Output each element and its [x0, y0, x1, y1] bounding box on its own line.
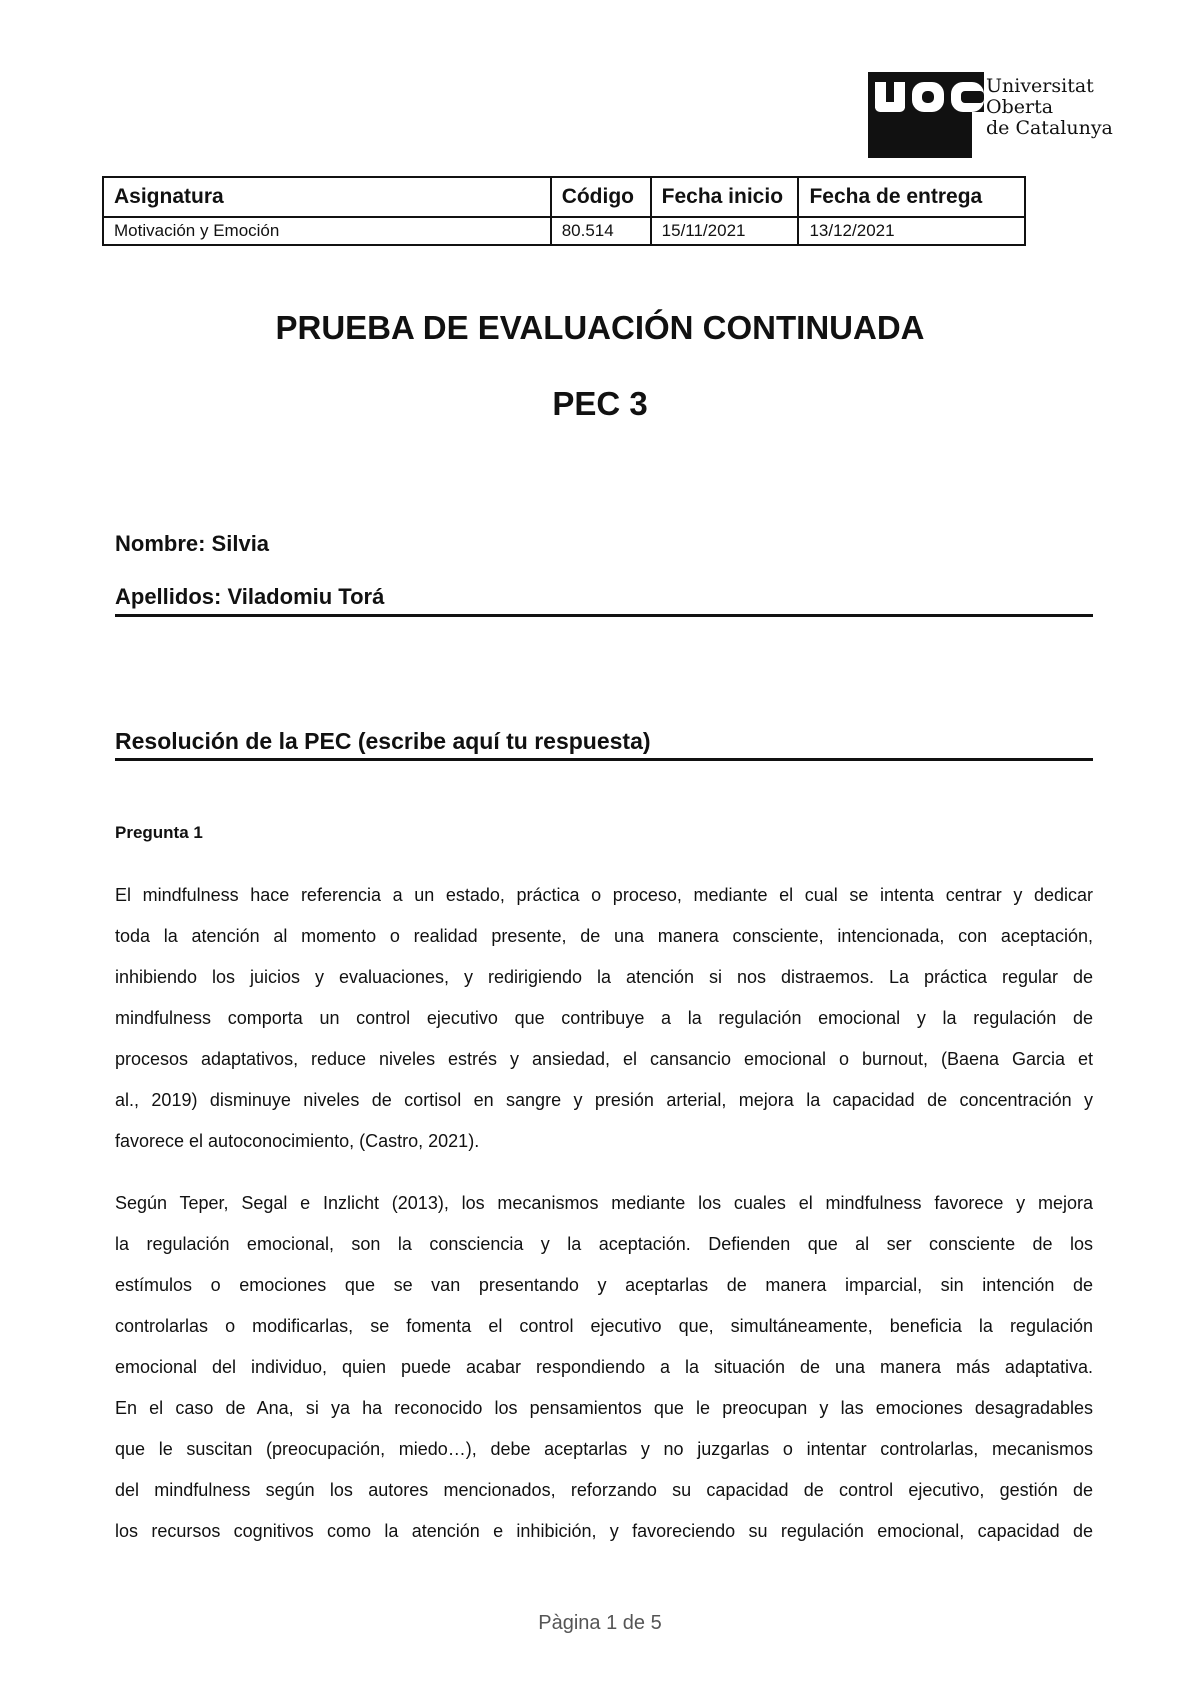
question-label: Pregunta 1 — [115, 823, 203, 842]
divider — [115, 758, 1093, 761]
paragraph-line: inhibiendo los juicios y evaluaciones, y redirigiendo la atención si nos distraemos. La práctica regular de — [115, 967, 1093, 987]
table-header-row — [103, 177, 1025, 217]
paragraph-line: procesos adaptativos, reduce niveles estrés y ansiedad, el cansancio emocional o burnout, (Baena Garcia et — [115, 1049, 1093, 1069]
paragraph-2 — [115, 1183, 1093, 1552]
cell-codigo: 80.514 — [551, 217, 651, 245]
table-row — [103, 217, 1025, 245]
paragraph-line: estímulos o emociones que se van presentando y aceptarlas de manera imparcial, sin intención de — [115, 1275, 1093, 1295]
student-name: Nombre: Silvia — [115, 531, 270, 556]
paragraph-line: mindfulness comporta un control ejecutivo que contribuye a la regulación emocional y la regulación de — [115, 1008, 1093, 1028]
uoc-logo — [868, 72, 1113, 158]
paragraph-line: emocional del individuo, quien puede acabar respondiendo a la situación de una manera más adaptativa. — [115, 1357, 1093, 1377]
paragraph-1 — [115, 875, 1093, 1162]
document-subtitle: PEC 3 — [552, 385, 648, 422]
logo-line-1: Universitat — [986, 75, 1094, 97]
header-fecha-inicio: Fecha inicio — [651, 177, 799, 217]
header-fecha-entrega: Fecha de entrega — [798, 177, 1025, 217]
document-title: PRUEBA DE EVALUACIÓN CONTINUADA — [275, 309, 925, 346]
paragraph-line: toda la atención al momento o realidad presente, de una manera consciente, intencionada, con aceptación, — [115, 926, 1093, 946]
paragraph-line: En el caso de Ana, si ya ha reconocido los pensamientos que le preocupan y las emociones desagradables — [115, 1398, 1093, 1418]
cell-fecha-inicio: 15/11/2021 — [651, 217, 799, 245]
student-surnames: Apellidos: Viladomiu Torá — [115, 584, 385, 609]
logo-line-2: Oberta — [986, 96, 1054, 118]
paragraph-line: al., 2019) disminuye niveles de cortisol en sangre y presión arterial, mejora la capacidad de concentración y — [115, 1090, 1093, 1110]
paragraph-line: controlarlas o modificarlas, se fomenta el control ejecutivo que, simultáneamente, beneficia la regulación — [115, 1316, 1093, 1336]
paragraph-line: Según Teper, Segal e Inzlicht (2013), los mecanismos mediante los cuales el mindfulness favorece y mejora — [115, 1193, 1093, 1213]
logo-wordmark — [986, 76, 1113, 139]
paragraph-line: que le suscitan (preocupación, miedo…), debe aceptarlas y no juzgarlas o intentar controlarlas, mecanismos — [115, 1439, 1093, 1459]
header-asignatura: Asignatura — [103, 177, 551, 217]
course-info-table — [102, 176, 1026, 246]
section-heading: Resolución de la PEC (escribe aquí tu respuesta) — [115, 728, 651, 754]
page-number: Pàgina 1 de 5 — [538, 1612, 662, 1634]
header-codigo: Código — [551, 177, 651, 217]
paragraph-line: los recursos cognitivos como la atención e inhibición, y favoreciendo su regulación emocional, capacidad de — [115, 1521, 1093, 1541]
cell-fecha-entrega: 13/12/2021 — [798, 217, 1025, 245]
divider — [115, 614, 1093, 617]
paragraph-line: del mindfulness según los autores mencionados, reforzando su capacidad de control ejecutivo, gestión de — [115, 1480, 1093, 1500]
paragraph-line: la regulación emocional, son la consciencia y la aceptación. Defienden que al ser consciente de los — [115, 1234, 1093, 1254]
cell-asignatura: Motivación y Emoción — [103, 217, 551, 245]
paragraph-line: El mindfulness hace referencia a un estado, práctica o proceso, mediante el cual se intenta centrar y dedicar — [115, 885, 1093, 905]
logo-line-3: de Catalunya — [986, 117, 1113, 139]
uoc-logo-mark — [868, 72, 984, 158]
paragraph-line: favorece el autoconocimiento, (Castro, 2021). — [115, 1131, 480, 1151]
